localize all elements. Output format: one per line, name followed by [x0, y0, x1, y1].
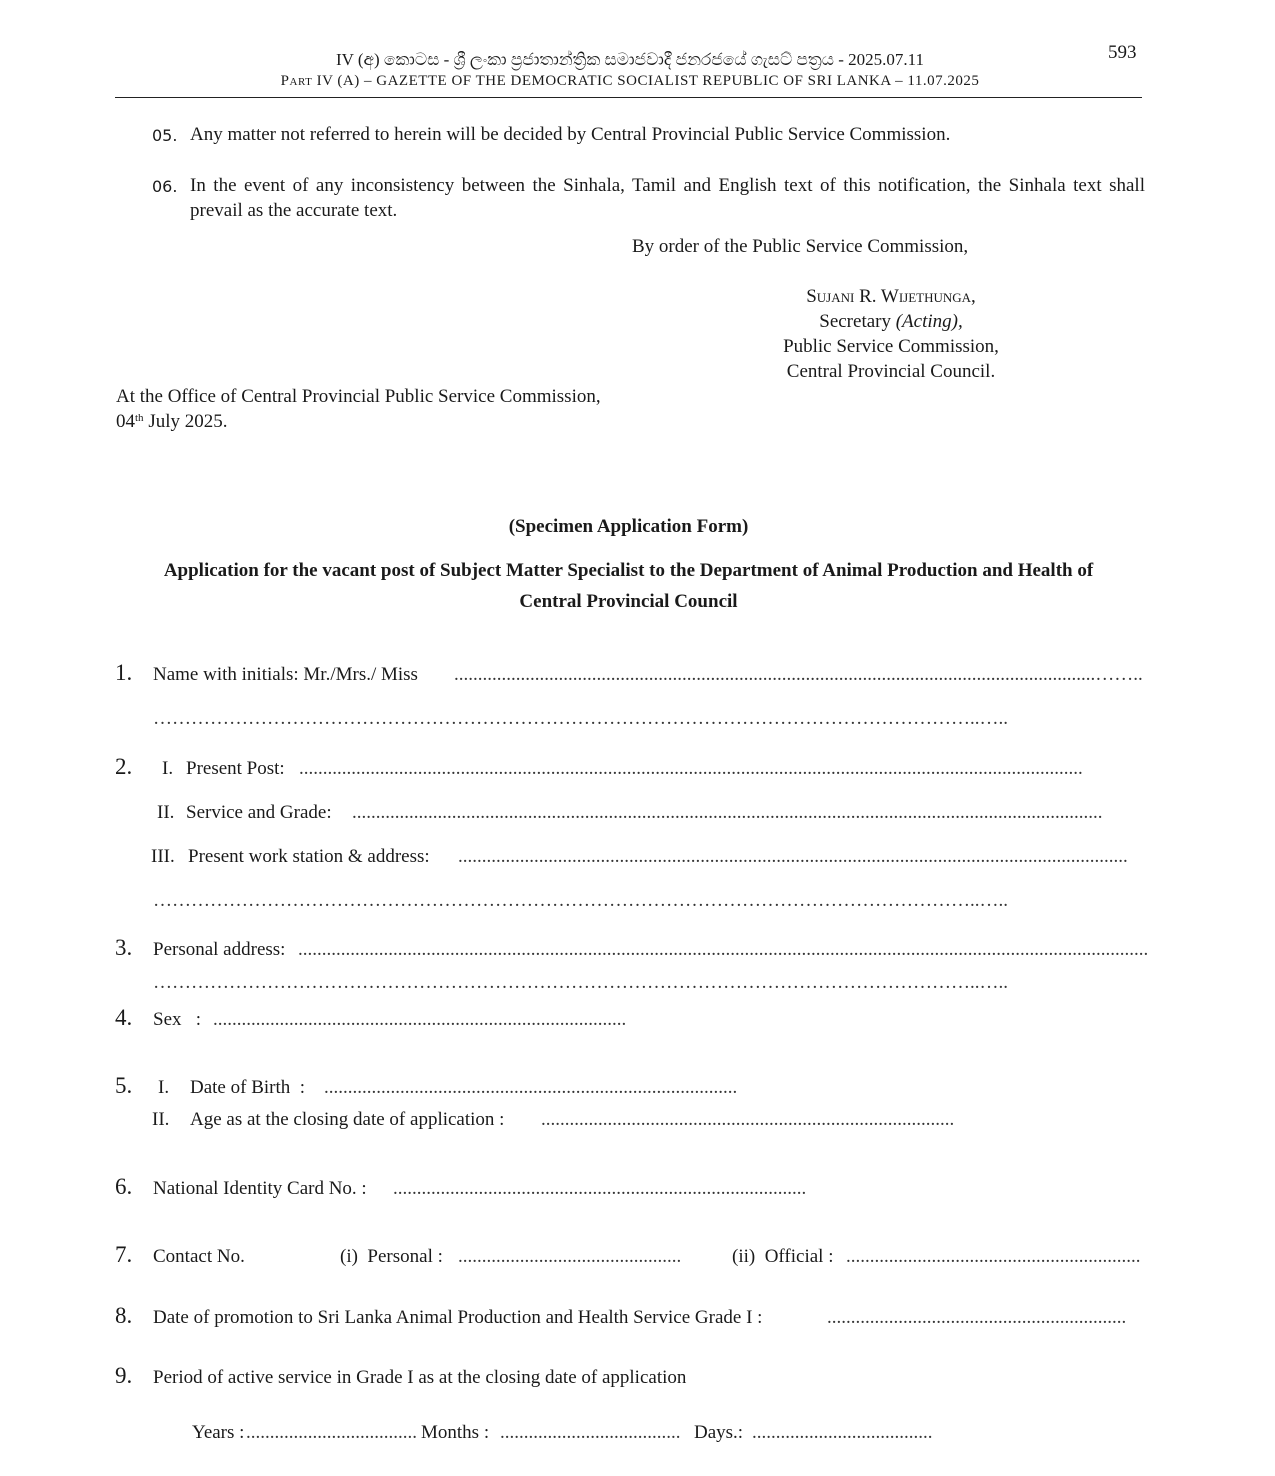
personal-address-fill[interactable]: ................................................................................................................................................................................... — [298, 939, 1149, 960]
item-number: 3. — [115, 935, 133, 960]
signatory-name: Sujani R. Wijethunga, — [806, 286, 976, 307]
signatory-council: Central Provincial Council. — [786, 361, 996, 382]
office-line: At the Office of Central Provincial Public Service Commission, — [116, 386, 601, 407]
service-grade-label: Service and Grade: — [186, 802, 332, 823]
item-number: 4. — [115, 1005, 133, 1030]
service-period-label: Period of active service in Grade I as at the closing date of application — [153, 1367, 687, 1388]
gazette-header-english — [200, 73, 1060, 90]
item-number: 9. — [115, 1363, 133, 1388]
clause-number: 05. — [152, 126, 178, 145]
part-prefix: Part — [280, 73, 313, 89]
date-rest: July 2025. — [143, 411, 228, 432]
dob-label: Date of Birth : — [190, 1077, 306, 1098]
age-label: Age as at the closing date of application : — [190, 1109, 505, 1130]
days-fill[interactable]: ...................................... — [752, 1422, 933, 1443]
days-label: Days.: — [694, 1422, 744, 1443]
title-note: (Acting), — [895, 311, 963, 332]
years-fill[interactable]: .................................... — [246, 1422, 417, 1443]
dob-fill[interactable]: ....................................................................................... — [324, 1077, 738, 1098]
page-number: 593 — [1108, 42, 1137, 63]
personal-address-label: Personal address: — [153, 939, 286, 960]
item-number: 5. — [115, 1073, 133, 1098]
order-line: By order of the Public Service Commission, — [632, 236, 969, 257]
item-number: 8. — [115, 1303, 133, 1328]
clause-text: In the event of any inconsistency between the Sinhala, Tamil and English text of this notification, the Sinhala text shall prevail as the accurate text. — [190, 175, 1145, 221]
header-rule — [115, 97, 1142, 98]
title-main: Secretary — [819, 311, 891, 332]
age-fill[interactable]: ....................................................................................... — [541, 1109, 955, 1130]
office-date — [116, 411, 228, 433]
name-fill-line[interactable]: .......................................................................................................................................…….. — [454, 664, 1143, 685]
contact-label: Contact No. — [153, 1246, 245, 1267]
specimen-title: (Specimen Application Form) — [508, 516, 749, 537]
years-label: Years : — [192, 1422, 245, 1443]
promotion-label: Date of promotion to Sri Lanka Animal Production and Health Service Grade I : — [153, 1307, 763, 1328]
date-sup: th — [135, 412, 144, 424]
work-station-fill-2[interactable]: …………………………………………………………………………………………………………………..….. — [153, 890, 1008, 911]
roman-numeral: I. — [158, 1077, 170, 1098]
item-number: 6. — [115, 1174, 133, 1199]
form-heading-line2: Central Provincial Council — [519, 591, 738, 612]
gazette-header-sinhala: IV (අ) කොටස - ශ්‍රී ලංකා ප්‍රජාතාන්ත්‍රික සමාජවාදී ජනරජයේ ගැසට් පත්‍රය - 2025.07.11 — [336, 50, 924, 69]
item-number: 1. — [115, 660, 133, 685]
roman-numeral: III. — [151, 846, 175, 867]
official-contact-label: (ii) Official : — [732, 1246, 834, 1267]
header-english-text: IV (A) – GAZETTE OF THE DEMOCRATIC SOCIALIST REPUBLIC OF SRI LANKA – 11.07.2025 — [316, 73, 980, 89]
official-contact-fill[interactable]: .............................................................. — [846, 1246, 1141, 1267]
present-post-fill[interactable]: ..................................................................................................................................................................... — [299, 758, 1083, 779]
promotion-fill[interactable]: ............................................................... — [827, 1307, 1127, 1328]
nic-label: National Identity Card No. : — [153, 1178, 367, 1199]
roman-numeral: II. — [152, 1109, 170, 1130]
name-label: Name with initials: Mr./Mrs./ Miss — [153, 664, 418, 685]
form-heading-line1: Application for the vacant post of Subject Matter Specialist to the Department of Animal Production and Health of — [163, 560, 1094, 581]
item-number: 7. — [115, 1242, 133, 1267]
service-grade-fill[interactable]: .............................................................................................................................................................. — [352, 802, 1103, 823]
roman-numeral: I. — [162, 758, 174, 779]
roman-numeral: II. — [157, 802, 175, 823]
item-number: 2. — [115, 754, 133, 779]
nic-fill[interactable]: ....................................................................................... — [393, 1178, 807, 1199]
sex-label: Sex : — [153, 1009, 202, 1030]
work-station-label: Present work station & address: — [188, 846, 430, 867]
months-label: Months : — [421, 1422, 490, 1443]
name-fill-line-2[interactable]: …………………………………………………………………………………………………………………..….. — [153, 708, 1008, 729]
personal-contact-label: (i) Personal : — [340, 1246, 443, 1267]
clause-text: Any matter not referred to herein will be decided by Central Provincial Public Service Commission. — [190, 124, 951, 145]
months-fill[interactable]: ...................................... — [500, 1422, 681, 1443]
personal-address-fill-2[interactable]: …………………………………………………………………………………………………………………..….. — [153, 972, 1008, 993]
work-station-fill[interactable]: ............................................................................................................................................. — [458, 846, 1128, 867]
signatory-org: Public Service Commission, — [783, 336, 999, 357]
present-post-label: Present Post: — [186, 758, 285, 779]
clause-number: 06. — [152, 177, 178, 196]
date-day: 04 — [116, 411, 135, 432]
signatory-title — [750, 311, 1032, 333]
personal-contact-fill[interactable]: ............................................... — [458, 1246, 682, 1267]
sex-fill[interactable]: ....................................................................................... — [213, 1009, 627, 1030]
